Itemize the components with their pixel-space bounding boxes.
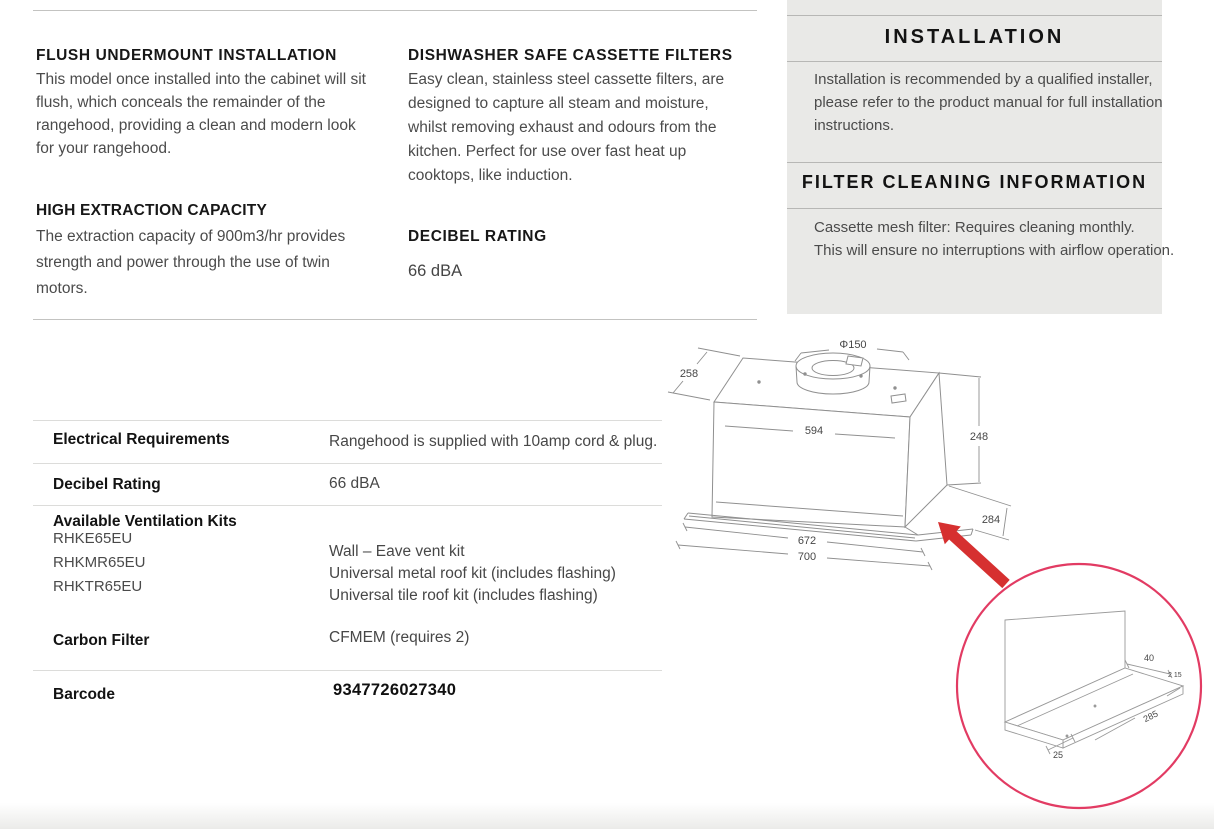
ventilation-code: RHKMR65EU xyxy=(53,554,146,571)
dishwasher-line: designed to capture all steam and moisture, xyxy=(408,95,709,112)
barcode-label: Barcode xyxy=(53,686,116,703)
dishwasher-line: whilst removing exhaust and odours from the xyxy=(408,119,717,136)
info-panel xyxy=(787,0,1175,314)
decibel-rating-title: DECIBEL RATING xyxy=(408,228,547,245)
dim-body-width: 594 xyxy=(804,425,824,437)
panel-separator xyxy=(787,15,1162,16)
table-line xyxy=(33,420,662,421)
electrical-label: Electrical Requirements xyxy=(53,431,230,448)
electrical-value: Rangehood is supplied with 10amp cord & plug. xyxy=(329,433,658,450)
table-line xyxy=(33,670,662,671)
ventilation-label: Available Ventilation Kits xyxy=(53,513,237,530)
filter-cleaning-line: Cassette mesh filter: Requires cleaning monthly. xyxy=(814,219,1135,236)
table-line xyxy=(33,463,662,464)
dim-overall-width: 700 xyxy=(797,551,817,563)
high-extraction-title: HIGH EXTRACTION CAPACITY xyxy=(36,202,267,219)
flush-line: flush, which conceals the remainder of the xyxy=(36,94,326,111)
filter-cleaning-title: FILTER CLEANING INFORMATION xyxy=(801,172,1148,192)
extraction-line: strength and power through the use of twin xyxy=(36,254,330,271)
panel-separator xyxy=(787,61,1162,62)
dim-cutout-width: 672 xyxy=(797,535,817,547)
ventilation-code: RHKE65EU xyxy=(53,530,133,547)
dishwasher-line: kitchen. Perfect for use over fast heat up xyxy=(408,143,687,160)
panel-separator xyxy=(787,162,1162,163)
carbon-filter-label: Carbon Filter xyxy=(53,632,150,649)
spec-table xyxy=(33,420,662,725)
dishwasher-safe-title: DISHWASHER SAFE CASSETTE FILTERS xyxy=(408,47,733,64)
ventilation-code: RHKTR65EU xyxy=(53,578,143,595)
carbon-filter-value: CFMEM (requires 2) xyxy=(329,629,470,646)
detail-dim-edge-thickness: 2 15 xyxy=(1168,672,1182,679)
extraction-line: The extraction capacity of 900m3/hr provides xyxy=(36,228,346,245)
rangehood-drawing xyxy=(684,353,973,541)
dimension-diagram xyxy=(655,330,1214,826)
dishwasher-line: Easy clean, stainless steel cassette filters, are xyxy=(408,71,725,88)
detail-dim-lip: 25 xyxy=(1052,750,1064,760)
flange-detail-drawing xyxy=(1005,611,1183,754)
installation-line: please refer to the product manual for full installation xyxy=(814,94,1163,111)
top-rule xyxy=(33,10,757,11)
ventilation-kit: Universal tile roof kit (includes flashing) xyxy=(329,587,598,604)
dishwasher-line: cooktops, like induction. xyxy=(408,167,573,184)
dim-flange-side: 284 xyxy=(981,514,1001,526)
panel-separator xyxy=(787,208,1162,209)
installation-line: instructions. xyxy=(814,117,895,134)
flush-line: rangehood, providing a clean and modern look xyxy=(36,117,356,134)
ventilation-kit: Wall – Eave vent kit xyxy=(329,543,465,560)
filter-cleaning-line: This will ensure no interruptions with airflow operation. xyxy=(814,242,1175,259)
detail-dim-flange-length: 285 xyxy=(1141,708,1160,725)
flush-installation-title: FLUSH UNDERMOUNT INSTALLATION xyxy=(36,47,337,64)
decibel-label: Decibel Rating xyxy=(53,476,161,493)
detail-arrow xyxy=(938,522,1010,588)
decibel-value: 66 dBA xyxy=(329,475,380,492)
dim-depth: 258 xyxy=(679,368,699,380)
ventilation-kit: Universal metal roof kit (includes flashing) xyxy=(329,565,616,582)
barcode-value: 9347726027340 xyxy=(333,681,457,699)
installation-title: INSTALLATION xyxy=(884,26,1065,48)
detail-dim-flange-width: 40 xyxy=(1143,653,1155,663)
extraction-line: motors. xyxy=(36,280,88,297)
decibel-rating-value: 66 dBA xyxy=(408,262,463,280)
installation-line: Installation is recommended by a qualified installer, xyxy=(814,71,1153,88)
dim-duct-diameter: Φ150 xyxy=(839,339,867,351)
table-line xyxy=(33,505,662,506)
dim-height: 248 xyxy=(969,431,989,443)
mid-rule xyxy=(33,319,757,320)
flush-line: This model once installed into the cabinet will sit xyxy=(36,71,366,88)
flush-line: for your rangehood. xyxy=(36,140,172,157)
